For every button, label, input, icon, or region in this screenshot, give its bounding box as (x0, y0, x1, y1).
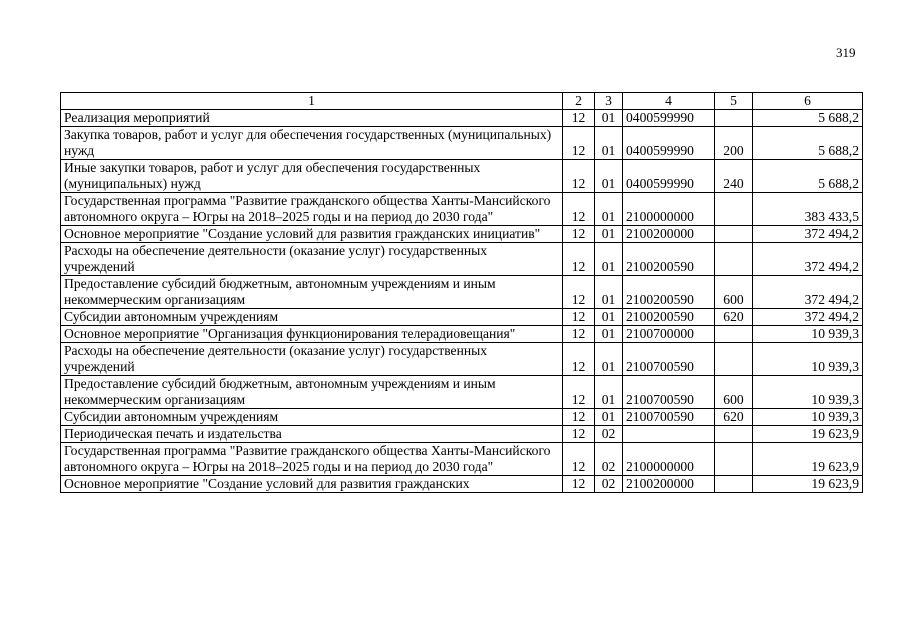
cell-subsection: 01 (595, 127, 623, 160)
column-header-sum: 6 (753, 93, 863, 110)
cell-target-article: 2100700000 (623, 326, 715, 343)
cell-subsection: 01 (595, 326, 623, 343)
cell-target-article: 2100200000 (623, 226, 715, 243)
cell-name: Субсидии автономным учреждениям (61, 409, 563, 426)
cell-target-article: 2100700590 (623, 343, 715, 376)
column-header-name: 1 (61, 93, 563, 110)
cell-expense-type (715, 426, 753, 443)
cell-subsection: 01 (595, 276, 623, 309)
table-row (61, 243, 863, 276)
table-row (61, 409, 863, 426)
cell-section: 12 (563, 127, 595, 160)
table-row (61, 127, 863, 160)
cell-subsection: 01 (595, 376, 623, 409)
cell-amount: 5 688,2 (753, 127, 863, 160)
table-row (61, 276, 863, 309)
table-row (61, 309, 863, 326)
cell-section: 12 (563, 326, 595, 343)
cell-expense-type: 620 (715, 309, 753, 326)
cell-section: 12 (563, 226, 595, 243)
cell-amount: 372 494,2 (753, 309, 863, 326)
cell-name: Предоставление субсидий бюджетным, автономным учреждениям и иным некоммерческим организациям (61, 376, 563, 409)
cell-target-article: 2100200590 (623, 243, 715, 276)
cell-section: 12 (563, 443, 595, 476)
cell-section: 12 (563, 193, 595, 226)
page-number: 319 (836, 45, 856, 60)
table-row (61, 426, 863, 443)
cell-subsection: 02 (595, 426, 623, 443)
cell-name: Расходы на обеспечение деятельности (оказание услуг) государственных учреждений (61, 243, 563, 276)
cell-subsection: 01 (595, 110, 623, 127)
cell-section: 12 (563, 110, 595, 127)
cell-target-article: 2100700590 (623, 376, 715, 409)
cell-subsection: 01 (595, 309, 623, 326)
table-row (61, 226, 863, 243)
cell-expense-type (715, 193, 753, 226)
cell-subsection: 02 (595, 476, 623, 493)
cell-subsection: 01 (595, 226, 623, 243)
cell-expense-type: 240 (715, 160, 753, 193)
cell-section: 12 (563, 426, 595, 443)
column-header-csr: 4 (623, 93, 715, 110)
cell-subsection: 02 (595, 443, 623, 476)
cell-name: Основное мероприятие "Создание условий для развития гражданских инициатив" (61, 226, 563, 243)
cell-name: Предоставление субсидий бюджетным, автономным учреждениям и иным некоммерческим организациям (61, 276, 563, 309)
cell-expense-type: 600 (715, 376, 753, 409)
cell-expense-type (715, 476, 753, 493)
cell-name: Иные закупки товаров, работ и услуг для обеспечения государственных (муниципальных) нужд (61, 160, 563, 193)
table-row (61, 476, 863, 493)
cell-name: Расходы на обеспечение деятельности (оказание услуг) государственных учреждений (61, 343, 563, 376)
cell-subsection: 01 (595, 160, 623, 193)
cell-target-article: 2100200590 (623, 309, 715, 326)
cell-amount: 10 939,3 (753, 376, 863, 409)
table-header-row (61, 93, 863, 110)
cell-expense-type (715, 443, 753, 476)
table-row (61, 160, 863, 193)
cell-amount: 372 494,2 (753, 276, 863, 309)
cell-name: Закупка товаров, работ и услуг для обеспечения государственных (муниципальных) нужд (61, 127, 563, 160)
cell-expense-type (715, 226, 753, 243)
cell-amount: 5 688,2 (753, 110, 863, 127)
cell-target-article: 0400599990 (623, 160, 715, 193)
budget-table (60, 92, 863, 493)
cell-section: 12 (563, 160, 595, 193)
cell-amount: 383 433,5 (753, 193, 863, 226)
cell-name: Периодическая печать и издательства (61, 426, 563, 443)
table-row (61, 110, 863, 127)
cell-expense-type (715, 343, 753, 376)
cell-section: 12 (563, 376, 595, 409)
cell-expense-type: 620 (715, 409, 753, 426)
cell-target-article: 2100200000 (623, 476, 715, 493)
cell-name: Государственная программа "Развитие гражданского общества Ханты-Мансийского автономного округа – Югры на 2018–2025 годы и на период до 2030 года" (61, 443, 563, 476)
cell-amount: 10 939,3 (753, 409, 863, 426)
cell-target-article: 2100000000 (623, 193, 715, 226)
table-row (61, 343, 863, 376)
column-header-vr: 5 (715, 93, 753, 110)
cell-target-article: 2100200590 (623, 276, 715, 309)
table-row (61, 443, 863, 476)
cell-amount: 5 688,2 (753, 160, 863, 193)
cell-amount: 372 494,2 (753, 226, 863, 243)
cell-name: Основное мероприятие "Создание условий для развития гражданских (61, 476, 563, 493)
cell-amount: 10 939,3 (753, 326, 863, 343)
column-header-pr: 3 (595, 93, 623, 110)
column-header-rz: 2 (563, 93, 595, 110)
cell-target-article: 0400599990 (623, 110, 715, 127)
cell-section: 12 (563, 309, 595, 326)
cell-name: Реализация мероприятий (61, 110, 563, 127)
cell-expense-type: 600 (715, 276, 753, 309)
cell-target-article (623, 426, 715, 443)
cell-section: 12 (563, 343, 595, 376)
cell-section: 12 (563, 476, 595, 493)
cell-subsection: 01 (595, 409, 623, 426)
cell-target-article: 2100700590 (623, 409, 715, 426)
table-body (61, 110, 863, 493)
cell-name: Основное мероприятие "Организация функционирования телерадиовещания" (61, 326, 563, 343)
cell-amount: 10 939,3 (753, 343, 863, 376)
cell-expense-type (715, 110, 753, 127)
cell-subsection: 01 (595, 193, 623, 226)
cell-name: Субсидии автономным учреждениям (61, 309, 563, 326)
cell-amount: 19 623,9 (753, 476, 863, 493)
cell-subsection: 01 (595, 243, 623, 276)
table-row (61, 326, 863, 343)
cell-target-article: 0400599990 (623, 127, 715, 160)
cell-expense-type: 200 (715, 127, 753, 160)
cell-section: 12 (563, 409, 595, 426)
cell-section: 12 (563, 243, 595, 276)
cell-amount: 372 494,2 (753, 243, 863, 276)
table-row (61, 376, 863, 409)
cell-expense-type (715, 243, 753, 276)
cell-section: 12 (563, 276, 595, 309)
cell-name: Государственная программа "Развитие гражданского общества Ханты-Мансийского автономного округа – Югры на 2018–2025 годы и на период до 2030 года" (61, 193, 563, 226)
table-row (61, 193, 863, 226)
cell-amount: 19 623,9 (753, 426, 863, 443)
cell-expense-type (715, 326, 753, 343)
cell-target-article: 2100000000 (623, 443, 715, 476)
cell-amount: 19 623,9 (753, 443, 863, 476)
cell-subsection: 01 (595, 343, 623, 376)
